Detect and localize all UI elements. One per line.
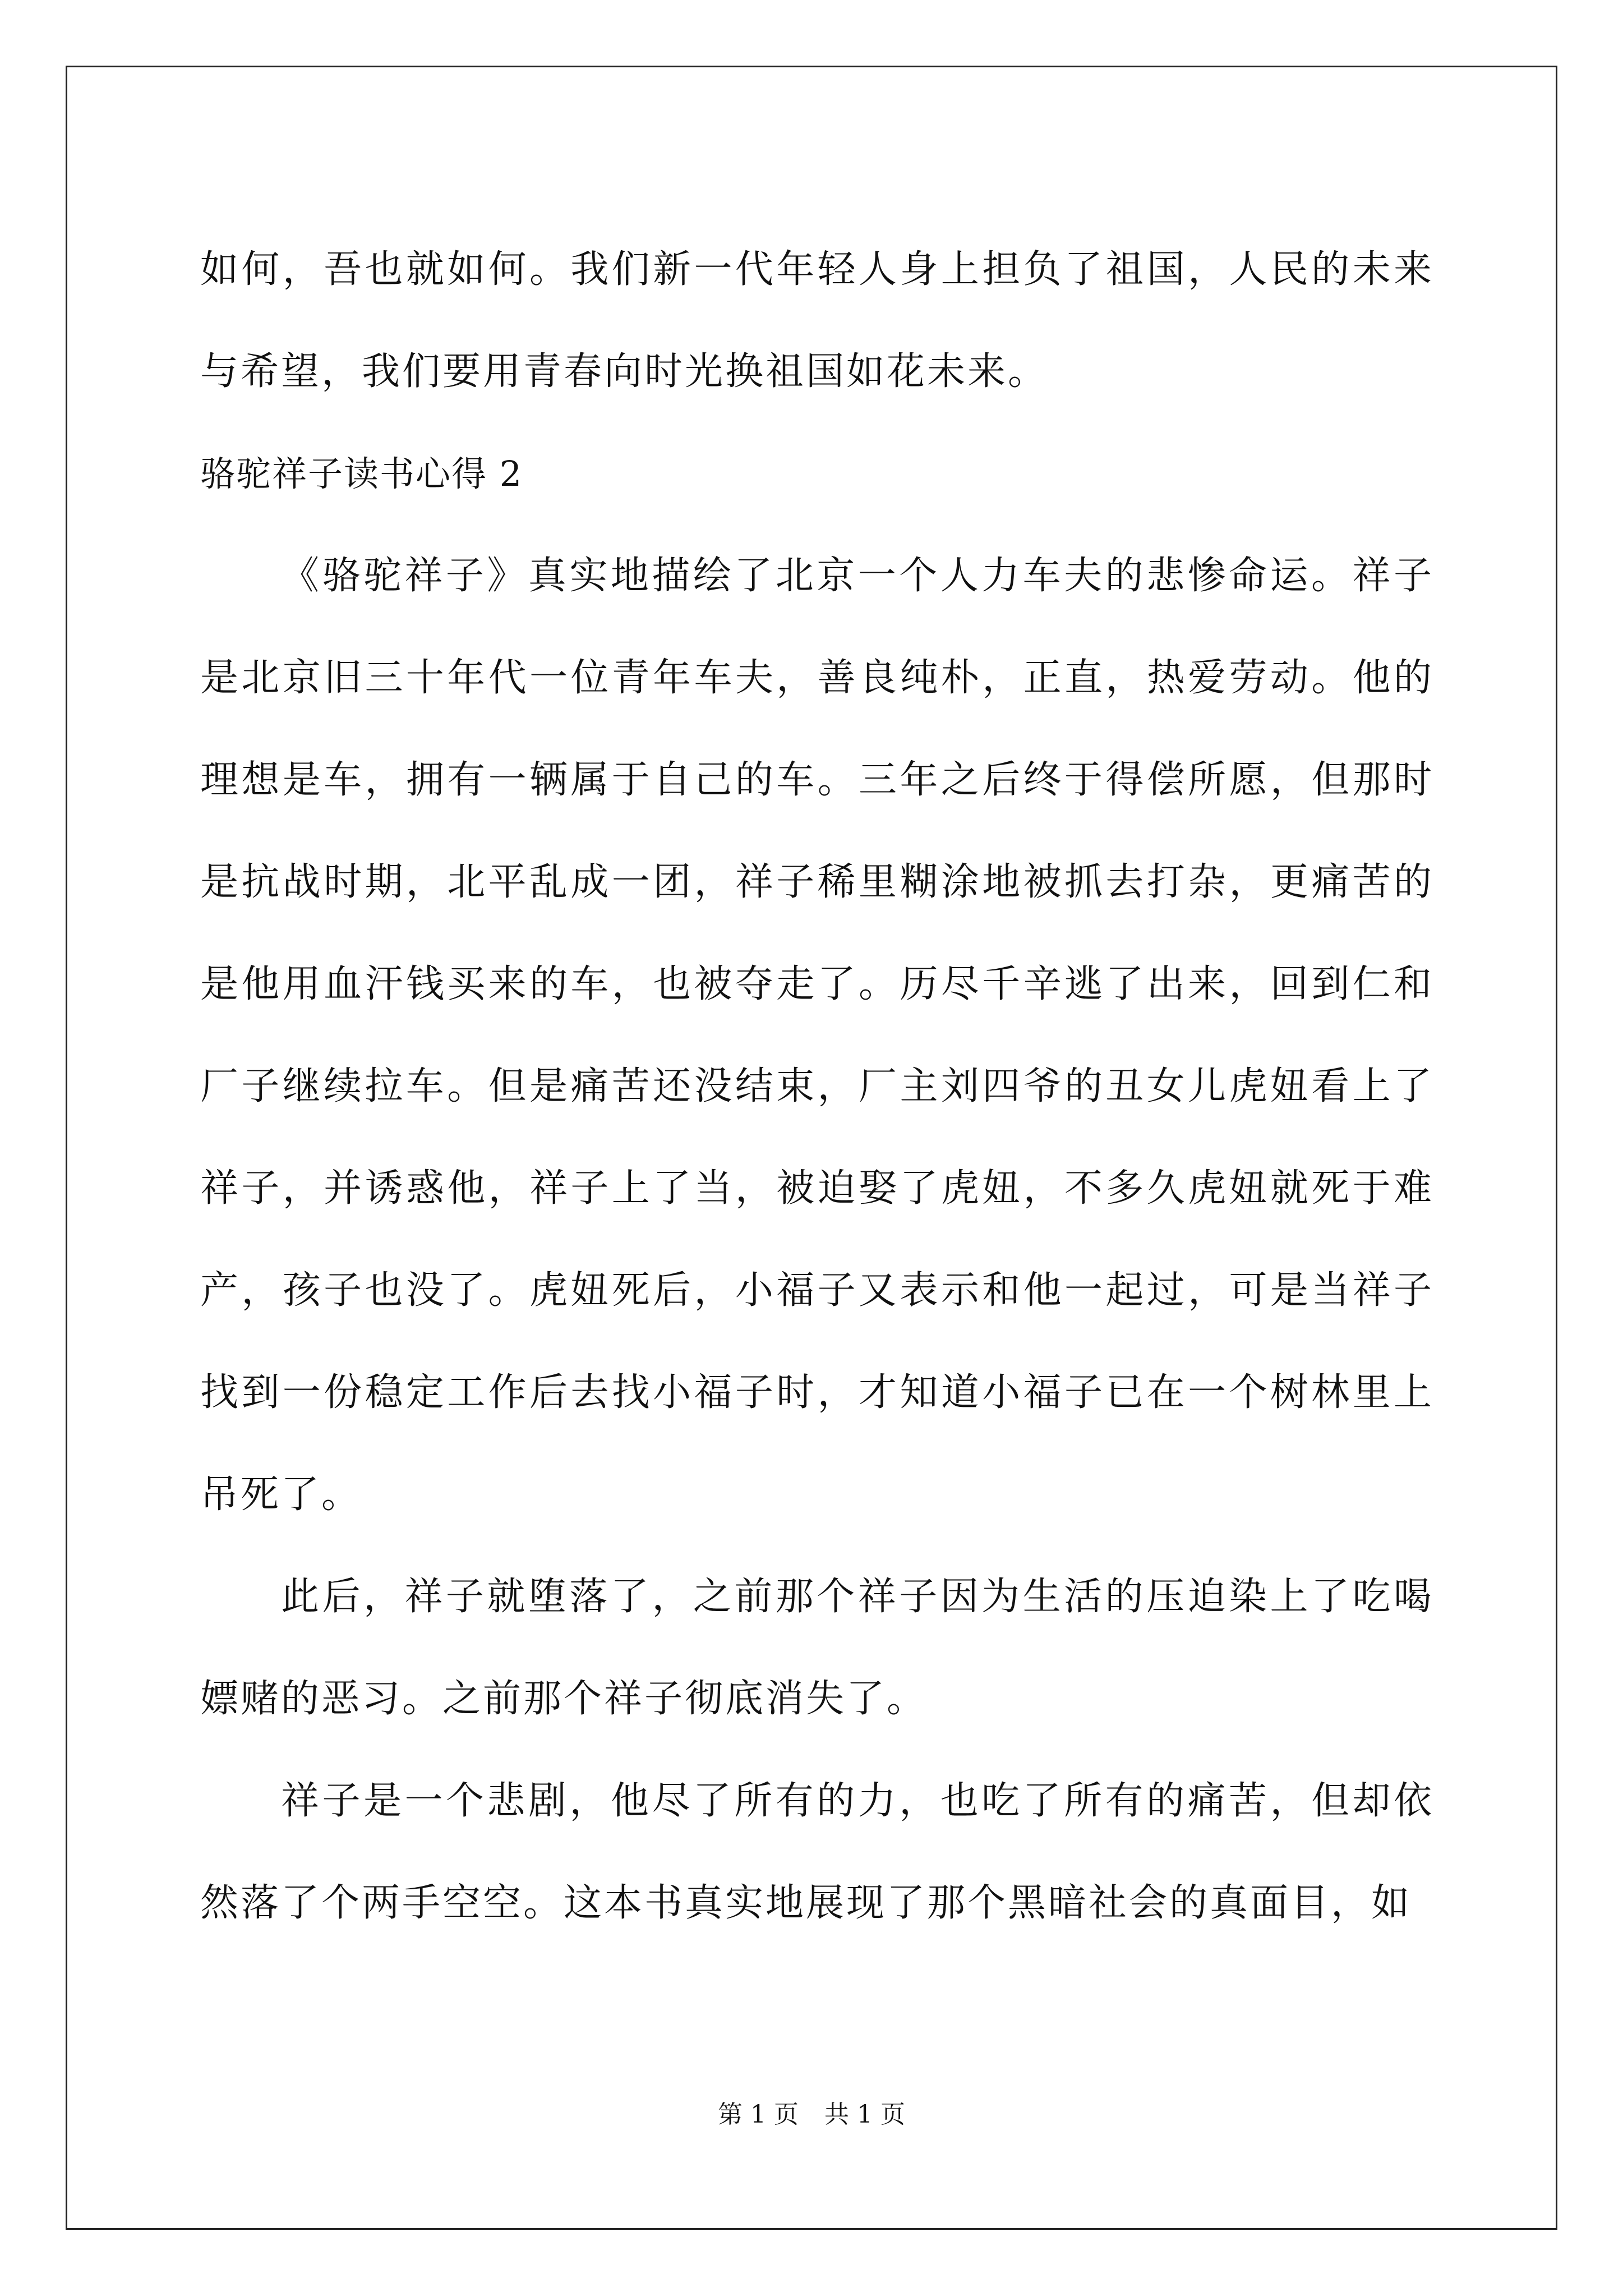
document-body [200,219,1434,1954]
section-heading: 骆驼祥子读书心得 2 [200,453,523,494]
page-number: 第 1 页 [718,2100,799,2129]
paragraph-1: 如何，吾也就如何。我们新一代年轻人身上担负了祖国，人民的未来与希望，我们要用青春向时光换祖国如花未来。 [200,247,1434,394]
page-total: 共 1 页 [824,2100,905,2129]
page-footer [0,2098,1623,2132]
paragraph-2: 《骆驼祥子》真实地描绘了北京一个人力车夫的悲惨命运。祥子是北京旧三十年代一位青年车夫，善良纯朴，正直，热爱劳动。他的理想是车，拥有一辆属于自己的车。三年之后终于得偿所愿，但那时是抗战时期，北平乱成一团，祥子稀里糊涂地被抓去打杂，更痛苦的是他用血汗钱买来的车，也被夺走了。历尽千辛逃了出来，回到仁和厂子继续拉车。但是痛苦还没结束，厂主刘四爷的丑女儿虎妞看上了祥子，并诱惑他，祥子上了当，被迫娶了虎妞，不多久虎妞就死于难产，孩子也没了。虎妞死后，小福子又表示和他一起过，可是当祥子找到一份稳定工作后去找小福子时，才知道小福子已在一个树林里上吊死了。 [200,554,1434,1517]
paragraph-4: 祥子是一个悲剧，他尽了所有的力，也吃了所有的痛苦，但却依然落了个两手空空。这本书真实地展现了那个黑暗社会的真面目，如 [200,1779,1434,1925]
paragraph-3: 此后，祥子就堕落了，之前那个祥子因为生活的压迫染上了吃喝嫖赌的恶习。之前那个祥子彻底消失了。 [200,1575,1434,1721]
